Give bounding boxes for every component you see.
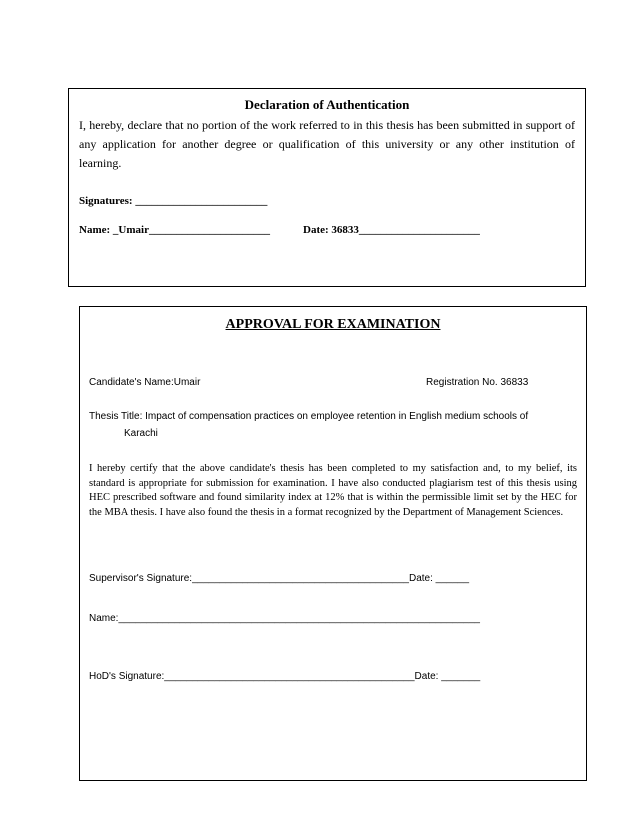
approval-title: APPROVAL FOR EXAMINATION: [225, 317, 441, 332]
approval-box: [79, 306, 587, 781]
declaration-title: Declaration of Authentication: [244, 97, 410, 112]
certification-body: I hereby certify that the above candidate's thesis has been completed to my satisfaction and, to my belief, its standard is appropriate for submission for examination. I have also conducted plagiarism test of this thesis using HEC prescribed software and found similarity index at 12% that is within the permissible limit set by the HEC for the MBA thesis. I have also found the thesis in a format recognized by the Department of Management Sciences.: [89, 463, 577, 518]
declaration-body: I, hereby, declare that no portion of the work referred to in this thesis has been submitted in support of any application for another degree or qualification of this university or any other institution of learning.: [79, 118, 575, 170]
declaration-box: [68, 88, 586, 287]
declaration-name-field: Name: _Umair______________________: [79, 224, 270, 236]
registration-number-field: Registration No. 36833: [426, 377, 529, 388]
hod-signature-field: HoD's Signature:_____________________________________________Date: _______: [89, 671, 481, 682]
signatures-field: Signatures: ________________________: [79, 195, 268, 207]
approval-name-field: Name:_________________________________________________________________: [89, 613, 480, 624]
thesis-title-field: Thesis Title: Impact of compensation practices on employee retention in English medium schools of: [89, 411, 529, 422]
declaration-date-field: Date: 36833______________________: [303, 224, 480, 236]
thesis-title-continuation: Karachi: [124, 428, 158, 439]
candidate-name-field: Candidate's Name:Umair: [89, 377, 201, 388]
supervisor-signature-field: Supervisor's Signature:_______________________________________Date: ______: [89, 573, 470, 584]
